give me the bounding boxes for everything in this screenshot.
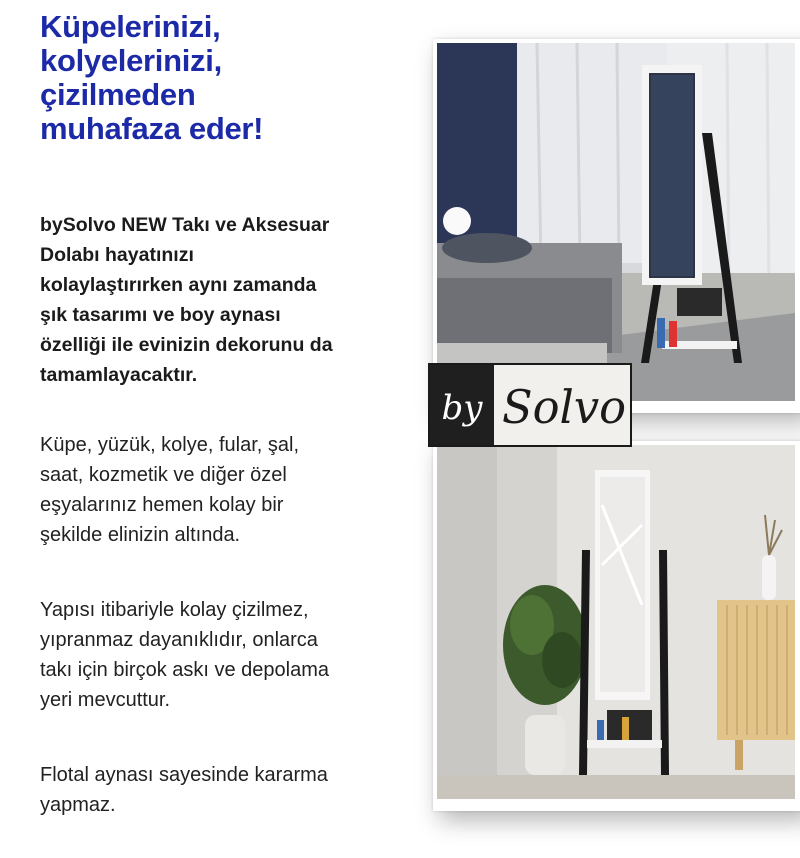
paragraph-line: yeri mevcuttur. <box>40 689 171 711</box>
paragraph-line: Yapısı itibariyle kolay çizilmez, <box>40 599 309 621</box>
paragraph-line: Dolabı hayatınızı <box>40 244 194 266</box>
logo-prefix: by <box>441 388 483 428</box>
durability-paragraph <box>40 595 329 715</box>
paragraph-line: bySolvo NEW Takı ve Aksesuar <box>40 214 330 236</box>
headline-line: çizilmeden <box>40 77 196 112</box>
logo-name: Solvo <box>502 380 626 434</box>
storage-paragraph <box>40 430 299 550</box>
paragraph-line: Flotal aynası sayesinde kararma <box>40 764 328 786</box>
bedroom-mirror-photo <box>433 39 800 413</box>
intro-paragraph <box>40 210 333 390</box>
mirror-paragraph <box>40 760 328 820</box>
headline-line: muhafaza eder! <box>40 111 264 146</box>
paragraph-line: şık tasarımı ve boy aynası <box>40 304 281 326</box>
paragraph-line: takı için birçok askı ve depolama <box>40 659 330 681</box>
bysolvo-logo <box>428 363 632 447</box>
paragraph-line: özelliği ile evinizin dekorunu da <box>40 334 333 356</box>
headline <box>40 10 380 146</box>
paragraph-line: Küpe, yüzük, kolye, fular, şal, <box>40 434 300 456</box>
paragraph-line: saat, kozmetik ve diğer özel <box>40 464 287 486</box>
paragraph-line: yıpranmaz dayanıklıdır, onlarca <box>40 629 318 651</box>
paragraph-line: kolaylaştırırken aynı zamanda <box>40 274 317 296</box>
headline-line: kolyelerinizi, <box>40 43 222 78</box>
paragraph-line: tamamlayacaktır. <box>40 364 198 386</box>
headline-line: Küpelerinizi, <box>40 9 221 44</box>
paragraph-line: eşyalarınız hemen kolay bir <box>40 494 284 516</box>
paragraph-line: şekilde elinizin altında. <box>40 524 241 546</box>
living-room-mirror-photo <box>433 441 800 811</box>
paragraph-line: yapmaz. <box>40 794 116 816</box>
